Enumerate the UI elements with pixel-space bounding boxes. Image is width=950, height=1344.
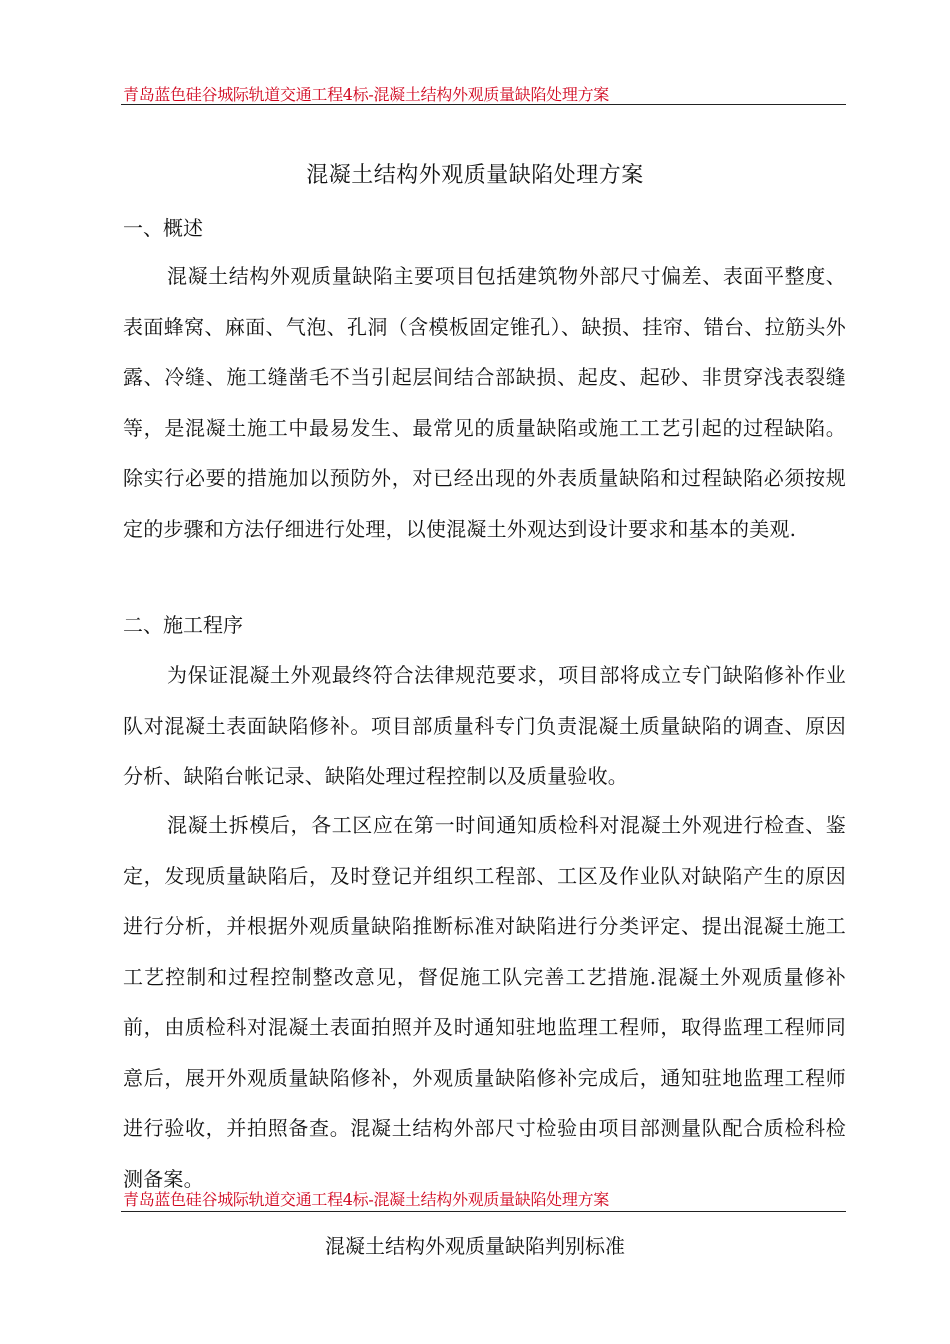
paragraph-procedure-2: 混凝土拆模后，各工区应在第一时间通知质检科对混凝土外观进行检查、鉴定，发现质量缺陷后，及时登记并组织工程部、工区及作业队对缺陷产生的原因进行分析，并根据外观质量缺陷推断标准对缺陷进行分类评定、提出混凝土施工工艺控制和过程控制整改意见，督促施工队完善工艺措施.混凝土外观质量修补前，由质检科对混凝土表面拍照并及时通知驻地监理工程师，取得监理工程师同意后，展开外观质量缺陷修补，外观质量缺陷修补完成后，通知驻地监理工程师进行验收，并拍照备查。混凝土结构外部尺寸检验由项目部测量队配合质检科检测备案。 [123, 813, 846, 1191]
paragraph-procedure-1: 为保证混凝土外观最终符合法律规范要求，项目部将成立专门缺陷修补作业队对混凝土表面缺陷修补。项目部质量科专门负责混凝土质量缺陷的调查、原因分析、缺陷台帐记录、缺陷处理过程控制以及质量验收。 [123, 663, 846, 788]
header-rule [121, 104, 846, 105]
running-header: 青岛蓝色硅谷城际轨道交通工程4标-混凝土结构外观质量缺陷处理方案 [123, 85, 609, 104]
next-page-header: 青岛蓝色硅谷城际轨道交通工程4标-混凝土结构外观质量缺陷处理方案 [123, 1190, 609, 1209]
next-page-header-rule [121, 1211, 846, 1212]
document-title: 混凝土结构外观质量缺陷处理方案 [306, 163, 644, 188]
section-heading-overview: 一、概述 [123, 216, 203, 240]
paragraph-overview: 混凝土结构外观质量缺陷主要项目包括建筑物外部尺寸偏差、表面平整度、表面蜂窝、麻面、气泡、孔洞（含模板固定锥孔）、缺损、挂帘、错台、拉筋头外露、冷缝、施工缝凿毛不当引起层间结合部缺损、起皮、起砂、非贯穿浅表裂缝等，是混凝土施工中最易发生、最常见的质量缺陷或施工工艺引起的过程缺陷。除实行必要的措施加以预防外，对已经出现的外表质量缺陷和过程缺陷必须按规定的步骤和方法仔细进行处理，以使混凝土外观达到设计要求和基本的美观. [123, 264, 846, 541]
standards-title: 混凝土结构外观质量缺陷判别标准 [325, 1234, 625, 1258]
section-heading-procedure: 二、施工程序 [123, 613, 243, 637]
